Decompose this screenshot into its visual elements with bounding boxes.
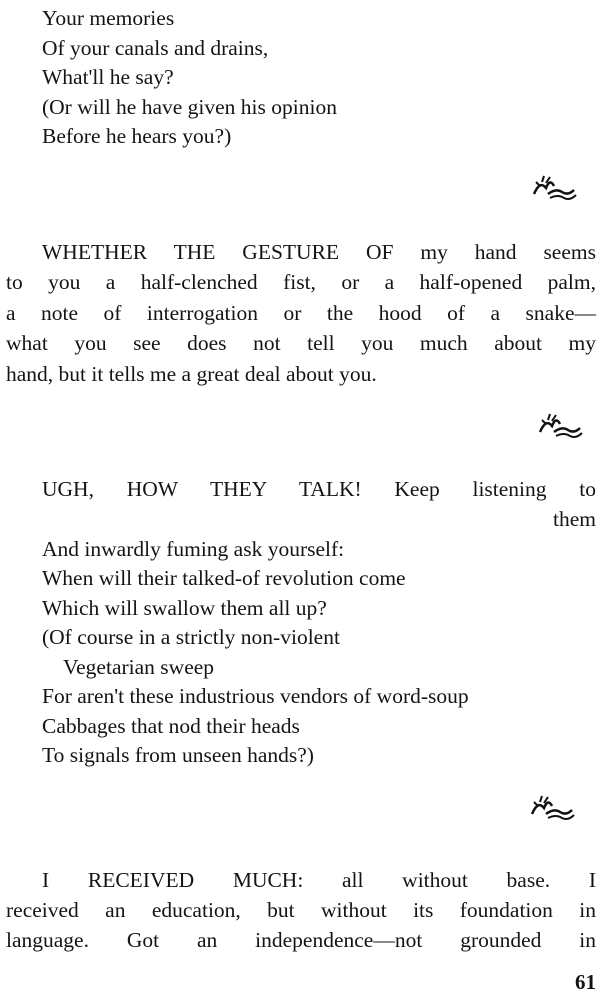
poem2-line: When will their talked-of revolution come: [42, 566, 406, 590]
prose1-line: a note of interrogation or the hood of a snake—: [6, 301, 596, 325]
poem2-line: Cabbages that nod their heads: [42, 714, 300, 738]
poem1-line: Before he hears you?): [42, 124, 232, 148]
floral-ornament-icon: [530, 174, 578, 202]
prose1-line: what you see does not tell you much about my: [6, 331, 596, 355]
poem1-line: Of your canals and drains,: [42, 36, 269, 60]
poem2-line: Which will swallow them all up?: [42, 596, 327, 620]
poem2-line: Vegetarian sweep: [63, 655, 215, 679]
poem1-line: What'll he say?: [42, 65, 174, 89]
page-number: 61: [575, 970, 596, 994]
prose1-line: to you a half-clenched fist, or a half-opened palm,: [6, 270, 596, 294]
floral-ornament-icon: [528, 794, 576, 822]
prose2-line: received an education, but without its foundation in: [6, 898, 596, 922]
poem2-line: To signals from unseen hands?): [42, 743, 314, 767]
prose2-line: I RECEIVED MUCH: all without base. I: [42, 868, 596, 892]
poem2-line: And inwardly fuming ask yourself:: [42, 537, 345, 561]
prose2-line: language. Got an independence—not grounded in: [6, 928, 596, 952]
prose1-line: WHETHER THE GESTURE OF my hand seems: [42, 240, 596, 264]
poem1-line: (Or will he have given his opinion: [42, 95, 337, 119]
poem2-first-line: UGH, HOW THEY TALK! Keep listening to: [42, 477, 596, 501]
poem1-line: Your memories: [42, 6, 175, 30]
prose1-line: hand, but it tells me a great deal about you.: [6, 362, 377, 386]
floral-ornament-icon: [536, 412, 584, 440]
poem2-first-line-cont: them: [553, 507, 596, 531]
poem2-line: For aren't these industrious vendors of word-soup: [42, 684, 469, 708]
poem2-line: (Of course in a strictly non-violent: [42, 625, 340, 649]
